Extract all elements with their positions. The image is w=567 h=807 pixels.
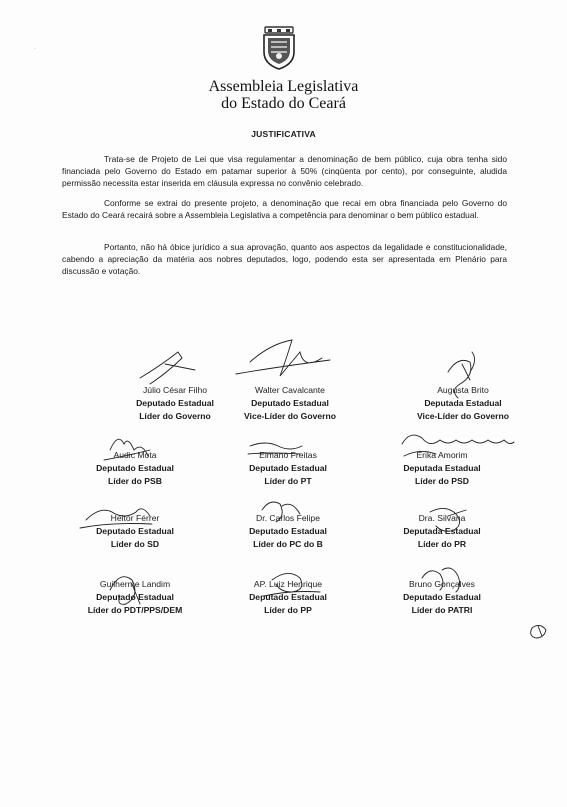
signatory-name: AP. Luiz Henrique [253, 579, 323, 589]
signatory-name: Elmano Freitas [259, 450, 317, 460]
signatory-7 [55, 512, 215, 552]
signatory-title: Deputado Estadual [96, 526, 174, 537]
signatory-name: Dra. Silvana [418, 513, 466, 523]
signatory-role: Líder do PATRI [411, 605, 473, 616]
signatory-name: Dr. Carlos Felipe [256, 513, 320, 523]
signatory-title: Deputado Estadual [403, 592, 481, 603]
signatory-name: Érika Amorim [416, 450, 468, 460]
signatory-title: Deputado Estadual [136, 398, 214, 409]
signatory-role: Líder do PT [264, 476, 312, 487]
signatory-title: Deputado Estadual [251, 398, 329, 409]
signatory-4 [55, 449, 215, 489]
signatory-9 [362, 512, 522, 552]
signatory-name: Augusta Brito [437, 385, 489, 395]
signatory-name: Heitor Férrer [110, 513, 160, 523]
signatory-role: Líder do PC do B [253, 539, 323, 550]
signature-walter [236, 340, 330, 376]
signatory-11 [208, 578, 368, 618]
paragraph-3: Portanto, não há óbice jurídico a sua aprovação, quanto aos aspectos da legalidade e constitucionalidade, cabendo a apreciação da matéria aos nobres deputados, logo, podendo esta ser apresentada em Plenário para discussão e votação. [62, 242, 507, 277]
signatory-name: Bruno Gonçalves [409, 579, 475, 589]
document-heading: JUSTIFICATIVA [251, 129, 316, 139]
signatory-3 [383, 384, 543, 424]
signatory-8 [208, 512, 368, 552]
signatory-title: Deputada Estadual [403, 463, 481, 474]
signatory-title: Deputada Estadual [424, 398, 502, 409]
signatory-2 [210, 384, 370, 424]
signatory-role: Líder do PR [417, 539, 467, 550]
signatory-name: Audic Mota [113, 450, 157, 460]
signatory-title: Deputado Estadual [249, 463, 327, 474]
signatory-name: Walter Cavalcante [255, 385, 325, 395]
initials-margin-mark [531, 625, 546, 638]
paragraph-1: Trata-se de Projeto de Lei que visa regulamentar a denominação de bem público, cuja obra tenha sido financiada pelo Governo do Estado em patamar superior à 50% (cinqüenta por cento), por conseguinte, aludida permissão necessita estar inserida em cláusula expressa no convênio celebrado. [62, 154, 507, 189]
signatory-5 [208, 449, 368, 489]
state-coat-of-arms-icon [259, 26, 299, 70]
signatory-title: Deputado Estadual [96, 592, 174, 603]
signatory-role: Líder do PSB [108, 476, 162, 487]
signatory-role: Líder do PP [264, 605, 312, 616]
signatory-10 [55, 578, 215, 618]
signature-julio [140, 352, 195, 384]
signatory-role: Líder do PDT/PPS/DEM [87, 605, 183, 616]
signatory-name: Guilherme Landim [99, 579, 171, 589]
signatory-12 [362, 578, 522, 618]
paragraph-2: Conforme se extrai do presente projeto, a denominação que recai em obra financiada pelo Governo do Estado do Ceará recairá sobre a Assembleia Legislativa a competência para denominar o bem público estadual. [62, 198, 507, 221]
signatory-name: Júlio César Filho [143, 385, 207, 395]
signatory-role: Vice-Líder do Governo [243, 411, 336, 422]
signatory-role: Líder do SD [110, 539, 160, 550]
signatory-title: Deputado Estadual [249, 526, 327, 537]
signatory-role: Vice-Líder do Governo [416, 411, 509, 422]
signatory-role: Líder do PSD [415, 476, 469, 487]
scan-speck: · [34, 46, 36, 52]
signatory-6 [362, 449, 522, 489]
signatory-title: Deputado Estadual [96, 463, 174, 474]
institution-name-line2: do Estado do Ceará [221, 95, 346, 112]
signatory-role: Líder do Governo [139, 411, 211, 422]
signatory-title: Deputado Estadual [249, 592, 327, 603]
institution-name-line1: Assembleia Legislativa [208, 78, 359, 95]
signatory-title: Deputada Estadual [403, 526, 481, 537]
